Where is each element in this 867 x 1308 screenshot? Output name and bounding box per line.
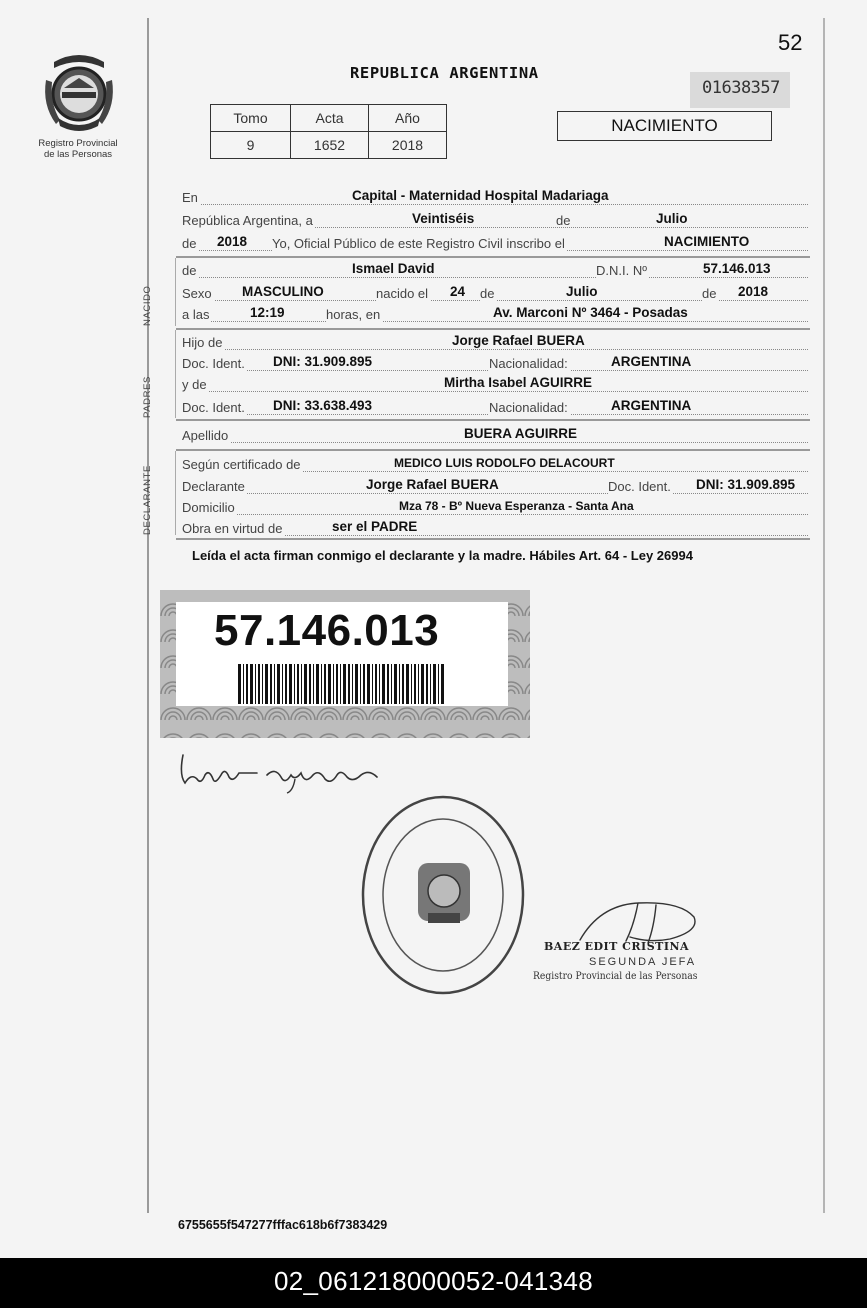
line-sexo: Sexo MASCULINO nacido el 24 de Julio de 2018 xyxy=(182,282,808,304)
record-meta-table xyxy=(210,104,447,159)
left-margin-line xyxy=(147,18,149,1213)
line-inscripcion: de 2018 Yo, Oficial Público de este Registro Civil inscribo el NACIMIENTO xyxy=(182,232,808,254)
separator xyxy=(176,538,810,540)
serial-number: 01638357 xyxy=(690,72,790,108)
line-padre: Hijo de Jorge Rafael BUERA xyxy=(182,331,808,353)
line-lugar: En Capital - Maternidad Hospital Madariaga xyxy=(182,186,808,208)
tab-declarante: DECLARANTE xyxy=(142,465,153,535)
line-certificado: Según certificado de MEDICO LUIS RODOLFO DELACOURT xyxy=(182,453,808,475)
official-organization: Registro Provincial de las Personas xyxy=(533,971,698,982)
separator xyxy=(176,256,810,258)
tab-nacido: NACIDO xyxy=(142,285,153,326)
line-obra: Obra en virtud de ser el PADRE xyxy=(182,517,808,539)
line-apellido: Apellido BUERA AGUIRRE xyxy=(182,424,808,446)
document-heading: REPUBLICA ARGENTINA xyxy=(350,64,539,82)
tab-padres: PADRES xyxy=(142,376,153,418)
tab-divider xyxy=(175,451,176,535)
misiones-logo xyxy=(40,50,118,134)
legal-note: Leída el acta firman conmigo el declarante y la madre. Hábiles Art. 64 - Ley 26994 xyxy=(192,548,693,563)
separator xyxy=(176,449,810,451)
document-hash: 6755655f547277fffac618b6f7383429 xyxy=(178,1218,388,1232)
line-madre: y de Mirtha Isabel AGUIRRE xyxy=(182,373,808,395)
official-name: BAEZ EDIT CRISTINA xyxy=(544,940,690,953)
line-fecha: República Argentina, a Veintiséis de Julio xyxy=(182,209,808,231)
line-hora: a las 12:19 horas, en Av. Marconi Nº 3464 - Posadas xyxy=(182,303,808,325)
meta-header-anio: Año xyxy=(369,105,447,132)
separator xyxy=(176,328,810,330)
footer-code: 02_061218000052-041348 xyxy=(274,1266,593,1296)
line-declarante: Declarante Jorge Rafael BUERA Doc. Ident. DNI: 31.909.895 xyxy=(182,475,808,497)
tab-divider xyxy=(175,258,176,326)
line-madre-doc: Doc. Ident. DNI: 33.638.493 Nacionalidad: ARGENTINA xyxy=(182,396,808,418)
barcode xyxy=(238,664,444,704)
line-domicilio: Domicilio Mza 78 - Bº Nueva Esperanza - Santa Ana xyxy=(182,496,808,518)
right-margin-line xyxy=(823,18,825,1213)
meta-header-tomo: Tomo xyxy=(211,105,291,132)
logo-caption: Registro Provincial de las Personas xyxy=(38,138,118,160)
meta-value-tomo: 9 xyxy=(211,132,291,159)
page-number: 52 xyxy=(778,30,803,55)
line-nombre: de Ismael David D.N.I. Nº 57.146.013 xyxy=(182,259,808,281)
separator xyxy=(176,419,810,421)
declarant-signature xyxy=(175,745,395,795)
tab-divider xyxy=(175,330,176,418)
footer-code-bar xyxy=(0,1258,867,1308)
act-type-box: NACIMIENTO xyxy=(557,111,772,141)
meta-value-anio: 2018 xyxy=(369,132,447,159)
meta-value-acta: 1652 xyxy=(291,132,369,159)
meta-header-acta: Acta xyxy=(291,105,369,132)
official-role: SEGUNDA JEFA xyxy=(589,956,697,968)
dni-sticker-number: 57.146.013 xyxy=(214,606,440,655)
official-seal xyxy=(358,795,528,1000)
line-padre-doc: Doc. Ident. DNI: 31.909.895 Nacionalidad: ARGENTINA xyxy=(182,352,808,374)
